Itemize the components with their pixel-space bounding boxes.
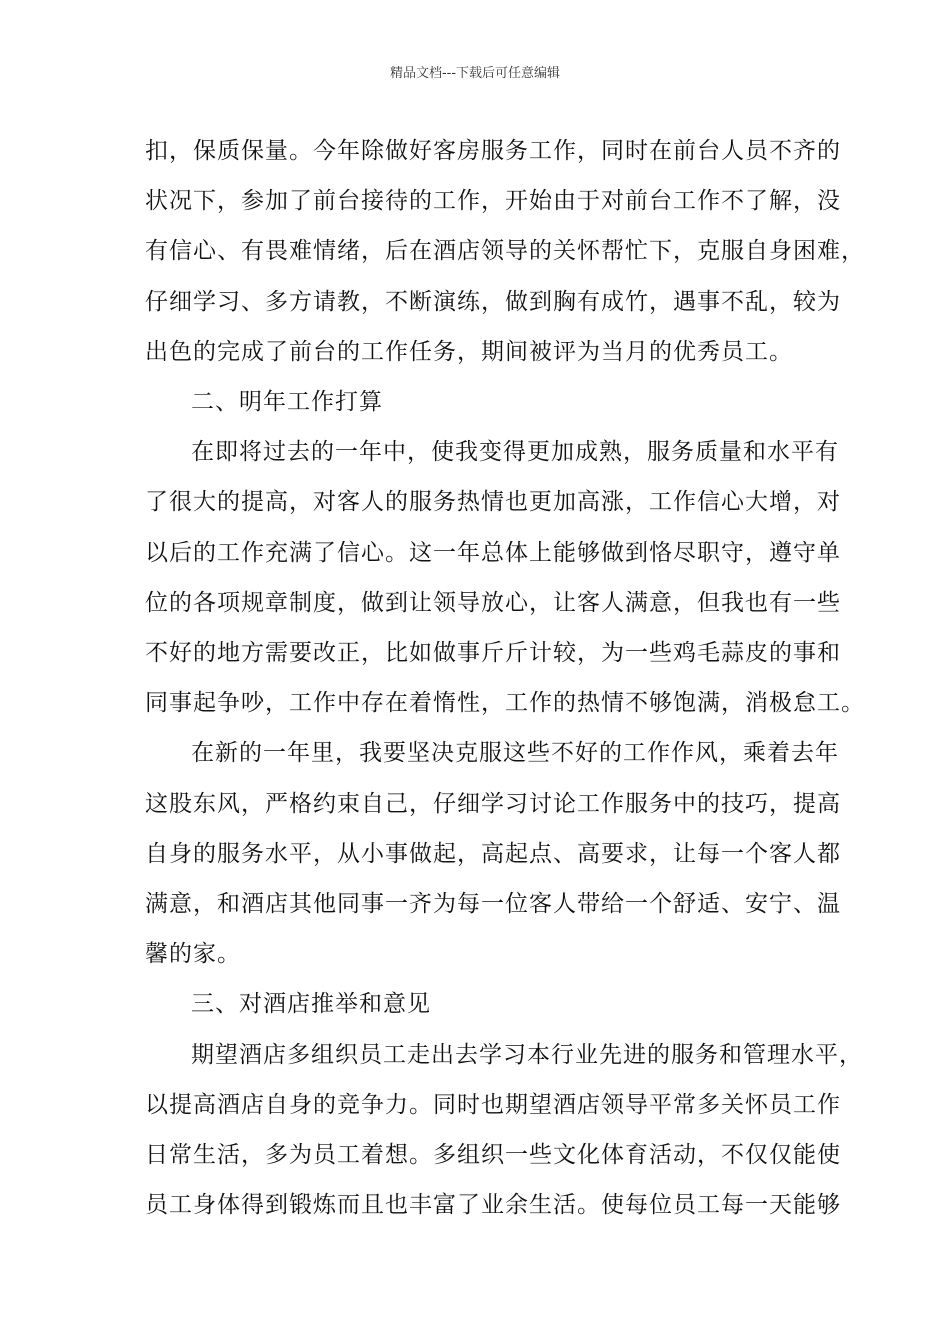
text-line: 自身的服务水平，从小事做起，高起点、高要求，让每一个客人都 (145, 840, 841, 867)
text-line: 馨的家。 (145, 941, 241, 968)
text-line: 不好的地方需要改正，比如做事斤斤计较，为一些鸡毛蒜皮的事和 (145, 640, 841, 666)
text-line: 仔细学习、多方请教，不断演练，做到胸有成竹，遇事不乱，较为 (145, 288, 841, 315)
text-line: 在新的一年里，我要坚决克服这些不好的工作作风，乘着去年 (191, 740, 839, 767)
text-line: 以后的工作充满了信心。这一年总体上能够做到恪尽职守，遵守单 (145, 539, 841, 566)
text-line: 在即将过去的一年中，使我变得更加成熟，服务质量和水平有 (191, 439, 839, 466)
text-line: 了很大的提高，对客人的服务热情也更加高涨，工作信心大增，对 (145, 489, 841, 516)
text-line: 二、明年工作打算 (191, 389, 383, 415)
text-line: 这股东风，严格约束自己，仔细学习讨论工作服务中的技巧，提高 (145, 790, 841, 817)
text-line: 出色的完成了前台的工作任务，期间被评为当月的优秀员工。 (145, 338, 793, 365)
text-line: 同事起争吵，工作中存在着惰性，工作的热情不够饱满，消极怠工。 (145, 690, 865, 717)
text-line: 期望酒店多组织员工走出去学习本行业先进的服务和管理水平， (191, 1041, 863, 1068)
text-line: 以提高酒店自身的竞争力。同时也期望酒店领导平常多关怀员工作 (145, 1091, 841, 1118)
text-line: 状况下，参加了前台接待的工作，开始由于对前台工作不了解，没 (145, 188, 841, 215)
text-line: 满意，和酒店其他同事一齐为每一位客人带给一个舒适、安宁、温 (145, 891, 841, 917)
text-line: 扣，保质保量。今年除做好客房服务工作，同时在前台人员不齐的 (145, 138, 841, 164)
page-header: 精品文档---下载后可任意编辑 (389, 66, 561, 81)
text-line: 位的各项规章制度，做到让领导放心，让客人满意，但我也有一些 (145, 589, 841, 616)
text-line: 员工身体得到锻炼而且也丰富了业余生活。使每位员工每一天能够 (145, 1192, 841, 1219)
text-line: 日常生活，多为员工着想。多组织一些文化体育活动，不仅仅能使 (145, 1142, 841, 1168)
text-line: 三、对酒店推举和意见 (191, 991, 431, 1018)
text-line: 有信心、有畏难情绪，后在酒店领导的关怀帮忙下，克服自身困难， (145, 238, 865, 265)
